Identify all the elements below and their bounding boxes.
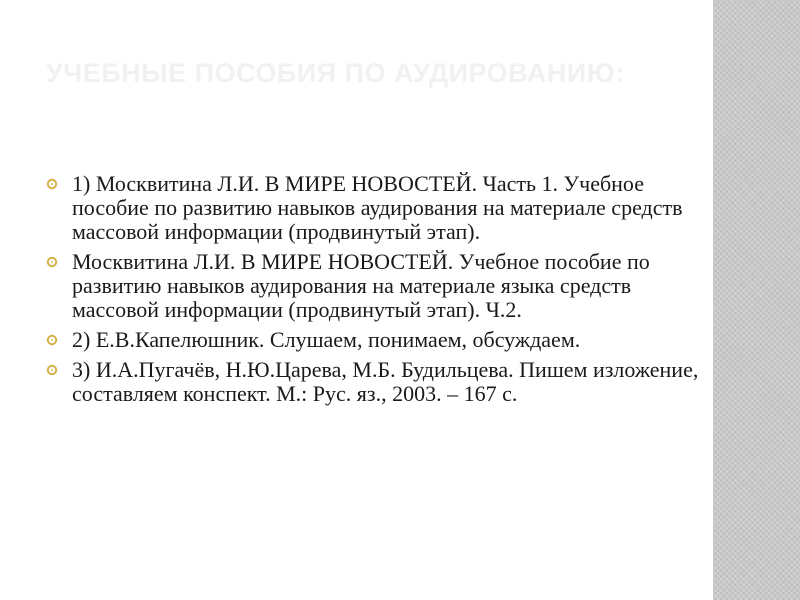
list-item-text: 1) Москвитина Л.И. В МИРЕ НОВОСТЕЙ. Часть 1. Учебное пособие по развитию навыков аудирования на материале средств массовой информации (продвинутый этап).	[72, 171, 683, 244]
slide-title: УЧЕБНЫЕ ПОСОБИЯ ПО АУДИРОВАНИЮ:	[46, 58, 625, 88]
ring-bullet-icon	[46, 334, 58, 346]
list-item	[46, 358, 701, 406]
list-item-text: Москвитина Л.И. В МИРЕ НОВОСТЕЙ. Учебное пособие по развитию навыков аудирования на материале языка средств массовой информации (продвинутый этап). Ч.2.	[72, 249, 650, 322]
list-item-text: 3) И.А.Пугачёв, Н.Ю.Царева, М.Б. Будильцева. Пишем изложение, составляем конспект. М.: Рус. яз., 2003. – 167 с.	[72, 357, 699, 406]
decorative-side-panel	[713, 0, 800, 600]
list-item	[46, 250, 701, 322]
ring-bullet-icon	[46, 178, 58, 190]
bullet-list	[46, 172, 701, 412]
list-item-text: 2) Е.В.Капелюшник. Слушаем, понимаем, обсуждаем.	[72, 327, 581, 352]
list-item	[46, 172, 701, 244]
ring-bullet-icon	[46, 364, 58, 376]
ring-bullet-icon	[46, 256, 58, 268]
list-item	[46, 328, 701, 352]
